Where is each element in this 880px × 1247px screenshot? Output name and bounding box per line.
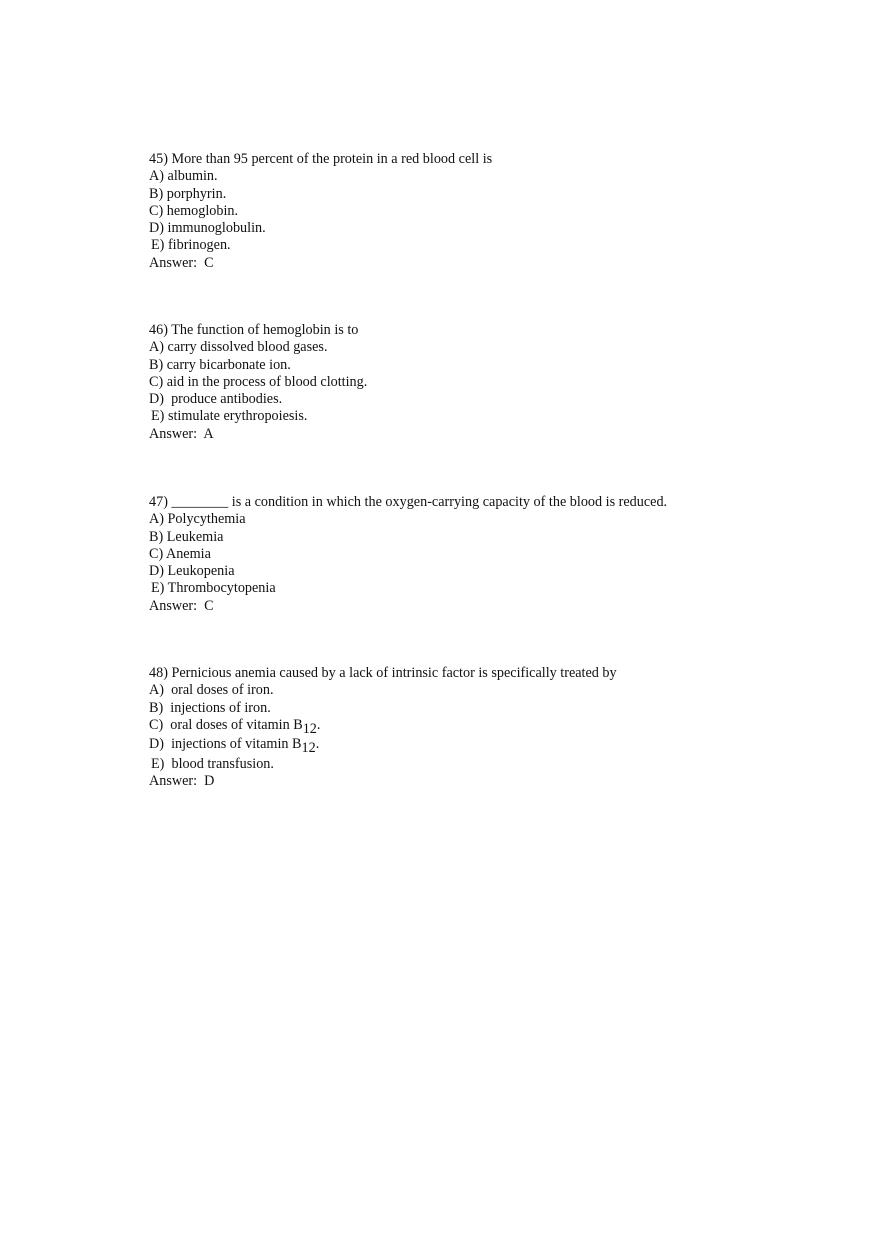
answer: Answer: A xyxy=(149,425,214,442)
question-stem: 46) The function of hemoglobin is to xyxy=(149,322,359,338)
option-e: E) Thrombocytopenia xyxy=(151,580,276,597)
option-d: D) Leukopenia xyxy=(149,563,235,580)
option-b: B) porphyrin. xyxy=(149,185,227,202)
option-b: B) injections of iron. xyxy=(149,699,271,716)
option-c: C) aid in the process of blood clotting. xyxy=(149,373,368,390)
option-a: A) oral doses of iron. xyxy=(149,682,274,699)
option-d xyxy=(149,736,769,756)
option-d: D) produce antibodies. xyxy=(149,391,283,408)
option-a: A) albumin. xyxy=(149,168,218,185)
question-stem: 48) Pernicious anemia caused by a lack of intrinsic factor is specifically treated by xyxy=(149,665,617,681)
answer: Answer: D xyxy=(149,773,215,790)
question-47 xyxy=(149,494,769,615)
question-stem: 45) More than 95 percent of the protein in a red blood cell is xyxy=(149,151,493,167)
question-45 xyxy=(149,151,769,272)
option-e: E) blood transfusion. xyxy=(151,756,274,773)
question-48 xyxy=(149,665,769,791)
answer: Answer: C xyxy=(149,597,214,614)
option-a: A) Polycythemia xyxy=(149,511,246,528)
option-d: D) immunoglobulin. xyxy=(149,220,266,237)
option-d-text: D) injections of vitamin B xyxy=(149,736,302,753)
subscript: 12 xyxy=(302,720,317,737)
option-c-end: . xyxy=(316,716,321,733)
option-e: E) stimulate erythropoiesis. xyxy=(151,408,308,425)
option-c: C) hemoglobin. xyxy=(149,202,239,219)
subscript: 12 xyxy=(301,740,316,757)
answer: Answer: C xyxy=(149,254,214,271)
option-c xyxy=(149,717,769,737)
option-e: E) fibrinogen. xyxy=(151,237,231,254)
option-c: C) Anemia xyxy=(149,545,211,562)
option-c-text: C) oral doses of vitamin B xyxy=(149,716,303,733)
option-d-end: . xyxy=(315,736,320,753)
option-a: A) carry dissolved blood gases. xyxy=(149,339,328,356)
question-46 xyxy=(149,322,769,443)
option-b: B) carry bicarbonate ion. xyxy=(149,356,291,373)
option-b: B) Leukemia xyxy=(149,528,224,545)
question-stem: 47) ________ is a condition in which the oxygen-carrying capacity of the blood is reduced. xyxy=(149,494,668,510)
